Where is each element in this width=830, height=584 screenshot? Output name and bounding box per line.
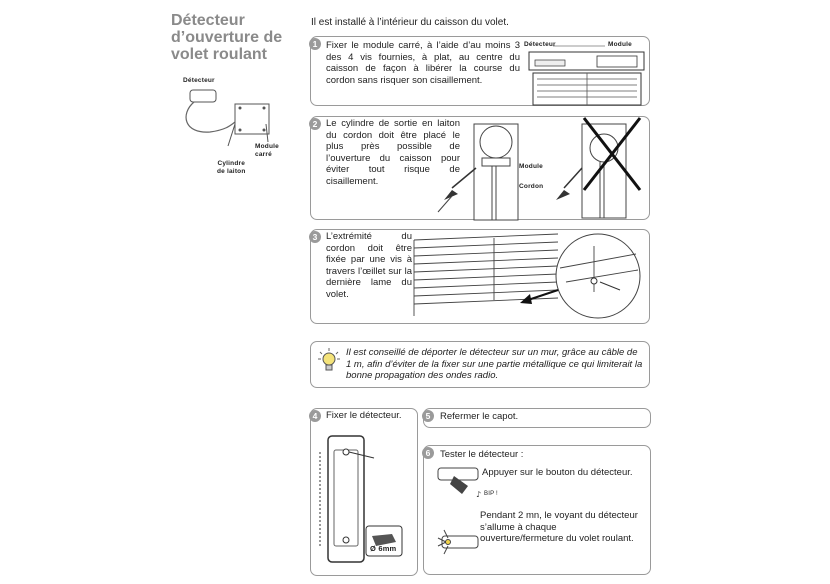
step-1-text: Fixer le module carré, à l’aide d’au moins 3 des 4 vis fournies, à plat, au centre du caisson de façon à libérer la course du cordon sans risquer son cisaillement. bbox=[326, 40, 520, 86]
overview-cylinder-label bbox=[217, 160, 246, 176]
page-title bbox=[171, 12, 291, 63]
overview-module-line-1: Module bbox=[255, 143, 279, 150]
step-1-detector-label: Détecteur bbox=[524, 41, 556, 48]
detector-led-illustration bbox=[436, 528, 486, 558]
title-line-3: volet roulant bbox=[171, 46, 268, 63]
detector-button-illustration bbox=[436, 464, 486, 500]
tip-text: Il est conseillé de déporter le détecteur sur un mur, grâce au câble de 1 m, afin d’éviter de la fixer sur une partie métallique ce qui limiterait la bonne propagation des ondes radio. bbox=[346, 347, 643, 381]
step-1-module-label: Module bbox=[608, 41, 632, 48]
step-4-illustration bbox=[312, 430, 412, 570]
step-5-text: Refermer le capot. bbox=[440, 411, 519, 422]
overview-cylinder-line-2: de laiton bbox=[217, 168, 246, 175]
overview-cylinder-line-1: Cylindre bbox=[217, 160, 246, 167]
overview-module-line-2: carré bbox=[255, 151, 272, 158]
title-line-1: Détecteur bbox=[171, 12, 245, 29]
step-6-text-2: Pendant 2 mn, le voyant du détecteur s’allume à chaque ouverture/fermeture du volet roulant. bbox=[480, 510, 638, 544]
lightbulb-icon bbox=[318, 348, 340, 372]
step-3-illustration bbox=[408, 232, 648, 322]
svg-text:♪: ♪ bbox=[476, 490, 482, 499]
intro-text: Il est installé à l’intérieur du caisson du volet. bbox=[311, 17, 509, 28]
step-2-illustration-wrong bbox=[550, 118, 650, 218]
step-3-text: L’extrémité du cordon doit être fixée par une vis à travers l’œillet sur la dernière lame du volet. bbox=[326, 231, 412, 300]
step-1-illustration bbox=[527, 46, 647, 106]
step-3-number: 3 bbox=[309, 231, 321, 243]
title-line-2: d’ouverture de bbox=[171, 29, 283, 46]
step-6-title: Tester le détecteur : bbox=[440, 449, 524, 460]
step-4-number: 4 bbox=[309, 410, 321, 422]
step-6-text-1: Appuyer sur le bouton du détecteur. bbox=[482, 467, 633, 478]
overview-module-label bbox=[255, 143, 279, 159]
overview-detector-label: Détecteur bbox=[183, 77, 215, 84]
step-2-number: 2 bbox=[309, 118, 321, 130]
step-1-number: 1 bbox=[309, 38, 321, 50]
step-2-illustration-correct bbox=[432, 120, 542, 220]
step-6-number: 6 bbox=[422, 447, 434, 459]
beep-label: BIP ! bbox=[484, 491, 498, 497]
step-2-cordon-label: Cordon bbox=[519, 183, 544, 190]
step-5-number: 5 bbox=[422, 410, 434, 422]
drill-size-label: Ø 6mm bbox=[370, 544, 397, 553]
step-4-text: Fixer le détecteur. bbox=[326, 410, 402, 421]
step-2-text: Le cylindre de sortie en laiton du cordon doit être placé le plus près possible de l’ouverture du caisson pour éviter tout risque de cisaillement. bbox=[326, 118, 460, 187]
step-2-module-label: Module bbox=[519, 163, 543, 170]
